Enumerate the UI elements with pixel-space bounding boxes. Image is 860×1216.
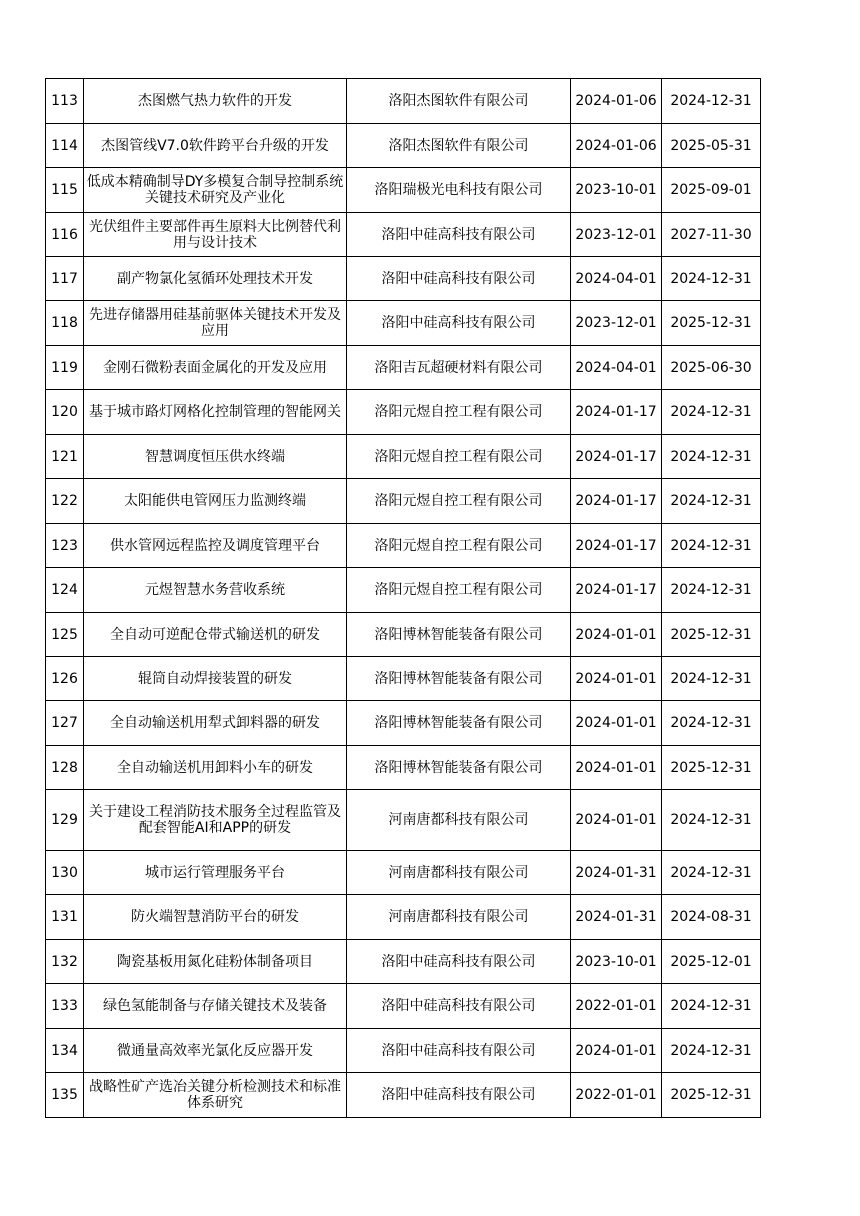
row-number-cell: 122 bbox=[46, 479, 84, 524]
row-number-cell: 134 bbox=[46, 1029, 84, 1073]
company-name-cell: 洛阳瑞极光电科技有限公司 bbox=[347, 168, 571, 213]
row-number-cell: 128 bbox=[46, 746, 84, 790]
start-date-cell: 2023-10-01 bbox=[571, 168, 662, 213]
end-date-cell: 2025-12-31 bbox=[662, 746, 761, 790]
project-name-cell: 杰图管线V7.0软件跨平台升级的开发 bbox=[84, 124, 347, 168]
row-number-cell: 126 bbox=[46, 657, 84, 701]
row-number-cell: 123 bbox=[46, 524, 84, 568]
company-name-cell: 洛阳博林智能装备有限公司 bbox=[347, 613, 571, 657]
table-row bbox=[46, 390, 761, 435]
project-name-cell: 全自动输送机用犁式卸料器的研发 bbox=[84, 701, 347, 746]
end-date-cell: 2024-12-31 bbox=[662, 479, 761, 524]
end-date-cell: 2024-12-31 bbox=[662, 568, 761, 613]
project-name-cell: 城市运行管理服务平台 bbox=[84, 851, 347, 895]
project-name-cell: 太阳能供电管网压力监测终端 bbox=[84, 479, 347, 524]
row-number-cell: 121 bbox=[46, 435, 84, 479]
row-number-cell: 115 bbox=[46, 168, 84, 213]
end-date-cell: 2024-12-31 bbox=[662, 1029, 761, 1073]
row-number-cell: 133 bbox=[46, 984, 84, 1029]
start-date-cell: 2024-01-01 bbox=[571, 701, 662, 746]
row-number-cell: 118 bbox=[46, 301, 84, 346]
project-name-cell: 全自动输送机用卸料小车的研发 bbox=[84, 746, 347, 790]
start-date-cell: 2024-01-01 bbox=[571, 657, 662, 701]
start-date-cell: 2024-01-17 bbox=[571, 479, 662, 524]
company-name-cell: 河南唐都科技有限公司 bbox=[347, 895, 571, 940]
start-date-cell: 2024-01-31 bbox=[571, 851, 662, 895]
project-table-body bbox=[46, 79, 761, 1118]
table-row bbox=[46, 301, 761, 346]
end-date-cell: 2024-12-31 bbox=[662, 701, 761, 746]
row-number-cell: 131 bbox=[46, 895, 84, 940]
table-row bbox=[46, 984, 761, 1029]
company-name-cell: 洛阳中硅高科技有限公司 bbox=[347, 940, 571, 984]
start-date-cell: 2024-04-01 bbox=[571, 346, 662, 390]
table-row bbox=[46, 940, 761, 984]
project-name-cell: 供水管网远程监控及调度管理平台 bbox=[84, 524, 347, 568]
end-date-cell: 2025-12-31 bbox=[662, 1073, 761, 1118]
end-date-cell: 2024-12-31 bbox=[662, 257, 761, 301]
company-name-cell: 洛阳中硅高科技有限公司 bbox=[347, 213, 571, 257]
table-row bbox=[46, 1073, 761, 1118]
project-name-cell: 陶瓷基板用氮化硅粉体制备项目 bbox=[84, 940, 347, 984]
project-name-cell: 副产物氯化氢循环处理技术开发 bbox=[84, 257, 347, 301]
row-number-cell: 132 bbox=[46, 940, 84, 984]
row-number-cell: 114 bbox=[46, 124, 84, 168]
table-row bbox=[46, 479, 761, 524]
start-date-cell: 2024-01-01 bbox=[571, 613, 662, 657]
table-row bbox=[46, 895, 761, 940]
table-row bbox=[46, 1029, 761, 1073]
end-date-cell: 2024-12-31 bbox=[662, 790, 761, 851]
table-row bbox=[46, 613, 761, 657]
end-date-cell: 2024-12-31 bbox=[662, 390, 761, 435]
end-date-cell: 2024-12-31 bbox=[662, 984, 761, 1029]
table-row bbox=[46, 213, 761, 257]
project-name-cell: 防火端智慧消防平台的研发 bbox=[84, 895, 347, 940]
table-row bbox=[46, 168, 761, 213]
row-number-cell: 129 bbox=[46, 790, 84, 851]
row-number-cell: 130 bbox=[46, 851, 84, 895]
start-date-cell: 2024-01-17 bbox=[571, 435, 662, 479]
project-name-cell: 低成本精确制导DY多模复合制导控制系统关键技术研究及产业化 bbox=[84, 168, 347, 213]
end-date-cell: 2024-12-31 bbox=[662, 851, 761, 895]
start-date-cell: 2024-01-06 bbox=[571, 124, 662, 168]
table-row bbox=[46, 701, 761, 746]
company-name-cell: 洛阳杰图软件有限公司 bbox=[347, 124, 571, 168]
start-date-cell: 2024-01-01 bbox=[571, 790, 662, 851]
table-row bbox=[46, 257, 761, 301]
end-date-cell: 2024-12-31 bbox=[662, 435, 761, 479]
start-date-cell: 2022-01-01 bbox=[571, 1073, 662, 1118]
company-name-cell: 洛阳元煜自控工程有限公司 bbox=[347, 435, 571, 479]
table-row bbox=[46, 79, 761, 124]
project-name-cell: 战略性矿产选冶关键分析检测技术和标准体系研究 bbox=[84, 1073, 347, 1118]
start-date-cell: 2024-01-17 bbox=[571, 390, 662, 435]
table-row bbox=[46, 124, 761, 168]
project-name-cell: 微通量高效率光氯化反应器开发 bbox=[84, 1029, 347, 1073]
project-name-cell: 元煜智慧水务营收系统 bbox=[84, 568, 347, 613]
project-name-cell: 辊筒自动焊接装置的研发 bbox=[84, 657, 347, 701]
company-name-cell: 洛阳杰图软件有限公司 bbox=[347, 79, 571, 124]
end-date-cell: 2024-08-31 bbox=[662, 895, 761, 940]
project-table bbox=[45, 78, 761, 1118]
company-name-cell: 河南唐都科技有限公司 bbox=[347, 851, 571, 895]
company-name-cell: 河南唐都科技有限公司 bbox=[347, 790, 571, 851]
table-row bbox=[46, 346, 761, 390]
company-name-cell: 洛阳元煜自控工程有限公司 bbox=[347, 524, 571, 568]
company-name-cell: 洛阳中硅高科技有限公司 bbox=[347, 1073, 571, 1118]
end-date-cell: 2024-12-31 bbox=[662, 79, 761, 124]
end-date-cell: 2025-05-31 bbox=[662, 124, 761, 168]
start-date-cell: 2024-04-01 bbox=[571, 257, 662, 301]
row-number-cell: 127 bbox=[46, 701, 84, 746]
company-name-cell: 洛阳中硅高科技有限公司 bbox=[347, 257, 571, 301]
end-date-cell: 2024-12-31 bbox=[662, 657, 761, 701]
company-name-cell: 洛阳元煜自控工程有限公司 bbox=[347, 479, 571, 524]
table-row bbox=[46, 790, 761, 851]
project-name-cell: 金刚石微粉表面金属化的开发及应用 bbox=[84, 346, 347, 390]
table-row bbox=[46, 746, 761, 790]
start-date-cell: 2022-01-01 bbox=[571, 984, 662, 1029]
row-number-cell: 124 bbox=[46, 568, 84, 613]
project-name-cell: 先进存储器用硅基前驱体关键技术开发及应用 bbox=[84, 301, 347, 346]
row-number-cell: 135 bbox=[46, 1073, 84, 1118]
row-number-cell: 120 bbox=[46, 390, 84, 435]
table-row bbox=[46, 435, 761, 479]
end-date-cell: 2025-12-31 bbox=[662, 613, 761, 657]
row-number-cell: 116 bbox=[46, 213, 84, 257]
project-name-cell: 绿色氢能制备与存储关键技术及装备 bbox=[84, 984, 347, 1029]
end-date-cell: 2027-11-30 bbox=[662, 213, 761, 257]
company-name-cell: 洛阳吉瓦超硬材料有限公司 bbox=[347, 346, 571, 390]
end-date-cell: 2025-06-30 bbox=[662, 346, 761, 390]
project-name-cell: 关于建设工程消防技术服务全过程监管及配套智能AI和APP的研发 bbox=[84, 790, 347, 851]
company-name-cell: 洛阳中硅高科技有限公司 bbox=[347, 1029, 571, 1073]
start-date-cell: 2023-10-01 bbox=[571, 940, 662, 984]
start-date-cell: 2023-12-01 bbox=[571, 213, 662, 257]
project-name-cell: 基于城市路灯网格化控制管理的智能网关 bbox=[84, 390, 347, 435]
row-number-cell: 117 bbox=[46, 257, 84, 301]
end-date-cell: 2025-09-01 bbox=[662, 168, 761, 213]
project-name-cell: 杰图燃气热力软件的开发 bbox=[84, 79, 347, 124]
start-date-cell: 2024-01-01 bbox=[571, 746, 662, 790]
company-name-cell: 洛阳博林智能装备有限公司 bbox=[347, 746, 571, 790]
table-row bbox=[46, 568, 761, 613]
company-name-cell: 洛阳博林智能装备有限公司 bbox=[347, 701, 571, 746]
start-date-cell: 2024-01-17 bbox=[571, 524, 662, 568]
start-date-cell: 2024-01-01 bbox=[571, 1029, 662, 1073]
end-date-cell: 2024-12-31 bbox=[662, 524, 761, 568]
row-number-cell: 125 bbox=[46, 613, 84, 657]
start-date-cell: 2024-01-06 bbox=[571, 79, 662, 124]
end-date-cell: 2025-12-31 bbox=[662, 301, 761, 346]
project-name-cell: 全自动可逆配仓带式输送机的研发 bbox=[84, 613, 347, 657]
company-name-cell: 洛阳元煜自控工程有限公司 bbox=[347, 568, 571, 613]
table-row bbox=[46, 524, 761, 568]
start-date-cell: 2023-12-01 bbox=[571, 301, 662, 346]
table-row bbox=[46, 657, 761, 701]
company-name-cell: 洛阳博林智能装备有限公司 bbox=[347, 657, 571, 701]
row-number-cell: 113 bbox=[46, 79, 84, 124]
project-name-cell: 智慧调度恒压供水终端 bbox=[84, 435, 347, 479]
start-date-cell: 2024-01-17 bbox=[571, 568, 662, 613]
company-name-cell: 洛阳中硅高科技有限公司 bbox=[347, 301, 571, 346]
project-name-cell: 光伏组件主要部件再生原料大比例替代利用与设计技术 bbox=[84, 213, 347, 257]
company-name-cell: 洛阳元煜自控工程有限公司 bbox=[347, 390, 571, 435]
row-number-cell: 119 bbox=[46, 346, 84, 390]
start-date-cell: 2024-01-31 bbox=[571, 895, 662, 940]
end-date-cell: 2025-12-01 bbox=[662, 940, 761, 984]
company-name-cell: 洛阳中硅高科技有限公司 bbox=[347, 984, 571, 1029]
table-row bbox=[46, 851, 761, 895]
